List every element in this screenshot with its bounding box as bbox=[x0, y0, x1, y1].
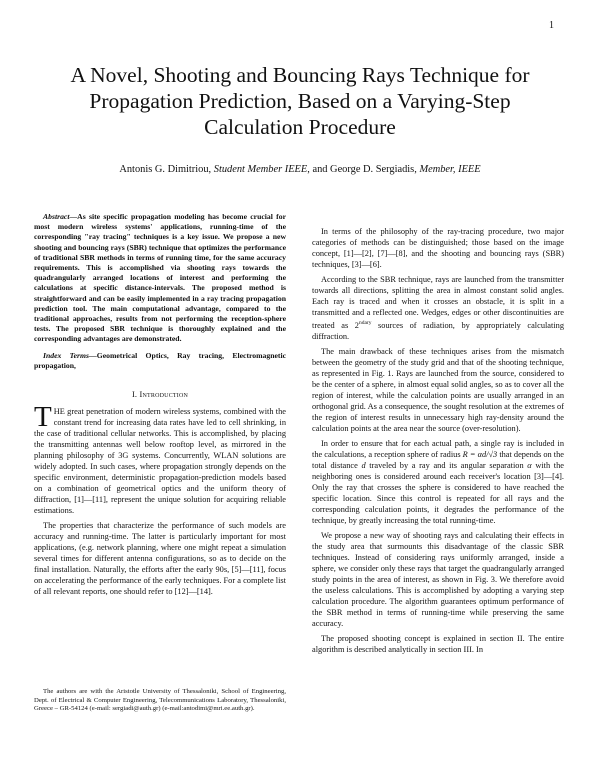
abstract-lead: Abstract bbox=[43, 212, 70, 221]
right-p4-text-d: with the neighboring ones is considered around each receiver's location [3]—[4]. Only the ray that crosses the sphere is considered to have reached the specific location. Since this control is repeated for all rays and the corresponding calculation points, it degrades the performance of the technique, by greatly increasing the total running-time. bbox=[312, 460, 564, 525]
right-column bbox=[312, 226, 564, 655]
section-number: I. bbox=[131, 390, 138, 400]
index-terms-text: —Geometrical Optics, Ray tracing, Electromagnetic propagation, bbox=[34, 350, 287, 370]
intro-paragraph-2: The properties that characterize the performance of such models are accuracy and running-time. The latter is particularly important for most applications, (e.g. network planning, where one might repeat a simulation several times for different antenna configurations, so as to decide on the final installation. Naturally, the efforts after the early 90s, [5]—[11], focus on accelerating the performance of the early techniques. For a complete list of all relevant reports, one should refer to [12]—[14]. bbox=[34, 521, 286, 597]
page-number: 1 bbox=[549, 20, 554, 31]
footnote: The authors are with the Aristotle University of Thessaloniki, School of Engineering, Dept. of Electrical & Computer Engineering, Telecommunications Laboratory, Thessaloniki, Greece – GR-54124 (e-mail: sergiadi@auth.gr) (e-mail:antodimi@mri.ee.auth.gr). bbox=[34, 688, 286, 713]
right-p4-text-c: traveled by a ray and its angular separation bbox=[365, 460, 528, 470]
right-paragraph-4 bbox=[312, 438, 564, 526]
author-1-role: Student Member IEEE bbox=[213, 164, 308, 175]
abstract-text: —As site specific propagation modeling has become crucial for most modern wireless systems' applications, running-time of the corresponding "ray tracing" techniques is a key issue. We propose a new shooting and bouncing rays (SBR) technique that optimizes the performance of traditional SBR methods in terms of running time, for the same accuracy requirements. This is accomplished via shooting rays towards the quadrangularly arranged locations of interest and performing the calculations at specific distance-intervals. The proposed method is straightforward and can be easily implemented in a ray tracing propagation prediction tool. The main computational advantage, compared to the traditional approaches, results from not performing the reception-sphere tests. The proposed SBR technique is thoroughly explained and the corresponding advantages are demonstrated. bbox=[34, 212, 286, 344]
alpha-symbol: α bbox=[527, 460, 532, 470]
right-paragraph-2 bbox=[312, 274, 564, 342]
radius-formula: R = αd/√3 bbox=[462, 449, 498, 459]
author-1-name: Antonis G. Dimitriou, bbox=[119, 164, 212, 175]
section-title: Introduction bbox=[139, 390, 189, 400]
right-paragraph-3: The main drawback of these techniques arises from the mismatch between the geometry of the study grid and that of the shooting technique, as represented in Fig. 1. Rays are launched from the source, considered to be the center of a sphere, in almost equal solid angles, so as to cover all the region of interest, while the calculation points are usually arranged in an orthogonal grid. As a consequence, the sought resolution at the extremes of the region of interest results in unnecessary high ray-density around the calculation points at the area near the source (over-resolution). bbox=[312, 346, 564, 433]
intro-paragraph-1 bbox=[34, 401, 286, 516]
right-p4-text-b: that depends on the total distance bbox=[312, 449, 564, 470]
right-paragraph-6: The proposed shooting concept is explained in section II. The entire algorithm is described analytically in section III. In bbox=[312, 633, 564, 654]
abstract bbox=[34, 212, 286, 345]
intro-p1-text: HE great penetration of modern wireless systems, combined with the constant trend for increasing data rates have led to cell shrinking, in the case of traditional cellular networks. This is accomplished, by placing the transmitting antennas well below rooftop level, as mirrored in the planning philosophy of 3G systems. Concurrently, WLAN solutions are widely adopted. In such cases, where propagation strongly depends on the specific environment, deterministic propagation-prediction models based on a combination of geometrical optics and the uniform theory of diffraction, [1]—[11], represent the unique solution for acquiring reliable estimations. bbox=[34, 407, 286, 516]
left-column bbox=[34, 212, 286, 597]
section-heading bbox=[34, 389, 286, 400]
right-p4-text-a: In order to ensure that for each actual path, a single ray is included in the calculations, a reception sphere of radius bbox=[312, 438, 564, 459]
author-line bbox=[40, 164, 560, 175]
drop-cap: T bbox=[34, 401, 52, 434]
right-paragraph-5: We propose a new way of shooting rays and calculating their effects in the study area that surmounts this disadvantage of the classic SBR techniques. Instead of considering rays uniformly arranged, inside a sphere, we consider only these rays that target the quadrangularly arranged study points in the area of interest, as shown in Fig. 3. We therefore avoid the useless calculations. This is accomplished by adopting a varying step calculation procedure. The algorithm guarantees optimum performance of the SBR method in terms of running-time while preserving the same accuracy. bbox=[312, 530, 564, 628]
distance-symbol: d bbox=[361, 460, 366, 470]
right-p2-text-b: sources of radiation, by appropriately calculating diffraction. bbox=[312, 320, 564, 341]
author-2-role: Member, IEEE bbox=[419, 164, 481, 175]
paper-title: A Novel, Shooting and Bouncing Rays Technique for Propagation Prediction, Based on a Varying-Step Calculation Procedure bbox=[70, 63, 530, 139]
index-terms bbox=[34, 351, 286, 371]
right-paragraph-1: In terms of the philosophy of the ray-tracing procedure, two major categories of methods can be distinguished; those based on the image concept, [1]—[2], [7]—[8], and the shooting and bouncing rays (SBR) techniques, [3]—[6]. bbox=[312, 227, 564, 269]
right-p2-text-a: According to the SBR technique, rays are launched from the transmitter towards all directions, splitting the area in almost constant solid angles. Each ray is traced and when it crosses an obstacle, it is split in a transmitted and a reflected one. Wedges, edges or other discontinuities are treated as 2 bbox=[312, 275, 564, 330]
author-connector: , and George D. Sergiadis, bbox=[307, 164, 417, 175]
index-terms-lead: Index Terms bbox=[43, 350, 90, 360]
right-p2-superscript: ndary bbox=[358, 320, 372, 326]
